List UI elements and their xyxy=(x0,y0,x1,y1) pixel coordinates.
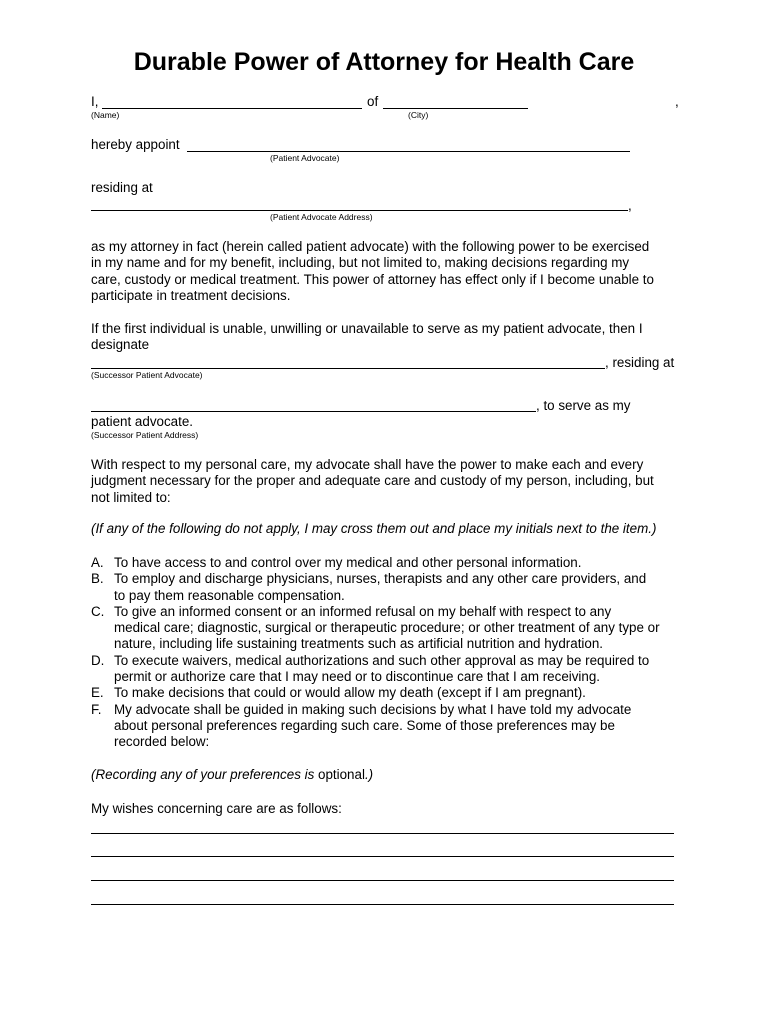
item-line: To make decisions that could or would allow my death (except if I am pregnant). xyxy=(114,685,586,701)
page-title: Durable Power of Attorney for Health Care xyxy=(133,48,635,76)
wishes-label: My wishes concerning care are as follows: xyxy=(91,801,342,816)
city-field-line[interactable] xyxy=(383,108,528,109)
wishes-line[interactable] xyxy=(91,880,674,881)
of-text: of xyxy=(367,94,379,109)
item-label: E. xyxy=(91,685,104,701)
paragraph-line: participate in treatment decisions. xyxy=(91,288,291,304)
name-caption: (Name) xyxy=(91,110,120,120)
successor-address-caption: (Successor Patient Address) xyxy=(91,430,199,440)
item-label: A. xyxy=(91,555,104,570)
item-line: To employ and discharge physicians, nurses, therapists and any other care providers, and xyxy=(114,571,647,587)
successor-advocate-field-line[interactable] xyxy=(91,368,605,369)
paragraph-line: not limited to: xyxy=(91,489,171,505)
to-serve-text: , to serve as my xyxy=(536,398,631,413)
city-caption: (City) xyxy=(408,110,429,120)
residing-at-text: residing at xyxy=(91,180,153,195)
wishes-line[interactable] xyxy=(91,833,674,834)
item-label: F. xyxy=(91,701,102,717)
list-item xyxy=(91,555,691,571)
item-line: My advocate shall be guided in making such decisions by what I have told my advocate xyxy=(114,701,632,717)
list-item xyxy=(91,653,691,686)
recording-note-italic: (Recording any of your preferences is xyxy=(91,767,319,782)
list-item xyxy=(91,702,691,751)
paragraph-line: designate xyxy=(91,337,150,353)
paragraph-line: If the first individual is unable, unwilling or unavailable to serve as my patient advocate, then I xyxy=(91,321,643,336)
i-prefix: I, xyxy=(91,94,99,109)
wishes-line[interactable] xyxy=(91,856,674,857)
successor-advocate-caption: (Successor Patient Advocate) xyxy=(91,370,203,380)
item-line: nature, including life sustaining treatments such as artificial nutrition and hydration. xyxy=(114,636,604,652)
item-label: D. xyxy=(91,652,105,668)
paragraph-line: in my name and for my benefit, including, but not limited to, making decisions regarding my xyxy=(91,255,630,271)
recording-note-close: .) xyxy=(364,767,374,782)
item-line: To execute waivers, medical authorizations and such other approval as may be required to xyxy=(114,652,650,668)
residing-at-suffix: , residing at xyxy=(605,355,675,370)
paragraph-line: With respect to my personal care, my advocate shall have the power to make each and every xyxy=(91,457,644,472)
patient-advocate-field-line[interactable] xyxy=(187,151,630,152)
paragraph-line: care, custody or medical treatment. This power of attorney has effect only if I become unable to xyxy=(91,271,654,287)
row1-comma: , xyxy=(675,94,679,109)
list-item xyxy=(91,604,691,653)
item-label: C. xyxy=(91,603,105,619)
name-field-line[interactable] xyxy=(102,108,362,109)
list-item xyxy=(91,571,691,604)
advocate-address-caption: (Patient Advocate Address) xyxy=(270,212,373,222)
recording-note xyxy=(91,767,373,783)
item-line: to pay them reasonable compensation. xyxy=(114,587,345,603)
paragraph-line: judgment necessary for the proper and adequate care and custody of my person, including, but xyxy=(91,473,654,489)
patient-advocate-caption: (Patient Advocate) xyxy=(270,153,340,163)
successor-address-field-line[interactable] xyxy=(91,411,536,412)
patient-advocate-text: patient advocate. xyxy=(91,414,193,429)
powers-list xyxy=(91,555,691,751)
item-line: To have access to and control over my medical and other personal information. xyxy=(114,555,582,570)
successor-paragraph xyxy=(91,321,681,354)
item-line: medical care; diagnostic, surgical or therapeutic procedure; or other treatment of any type or xyxy=(114,620,660,636)
wishes-line[interactable] xyxy=(91,904,674,905)
paragraph-line: as my attorney in fact (herein called patient advocate) with the following power to be exercised xyxy=(91,239,650,254)
item-line: recorded below: xyxy=(114,734,210,750)
appointment-paragraph xyxy=(91,239,681,305)
cross-out-instruction: (If any of the following do not apply, I may cross them out and place my initials next to the item.) xyxy=(91,521,657,536)
item-line: To give an informed consent or an informed refusal on my behalf with respect to any xyxy=(114,603,612,619)
item-label: B. xyxy=(91,571,104,587)
advocate-address-field-line[interactable] xyxy=(91,210,628,211)
item-line: about personal preferences regarding such care. Some of those preferences may be xyxy=(114,717,615,733)
personal-care-paragraph xyxy=(91,457,681,506)
item-line: permit or authorize care that I may need or to discontinue care that I am receiving. xyxy=(114,669,601,685)
row3-comma: , xyxy=(628,198,632,213)
list-item xyxy=(91,685,691,701)
hereby-appoint-text: hereby appoint xyxy=(91,137,180,152)
recording-note-optional: optional xyxy=(318,767,365,782)
